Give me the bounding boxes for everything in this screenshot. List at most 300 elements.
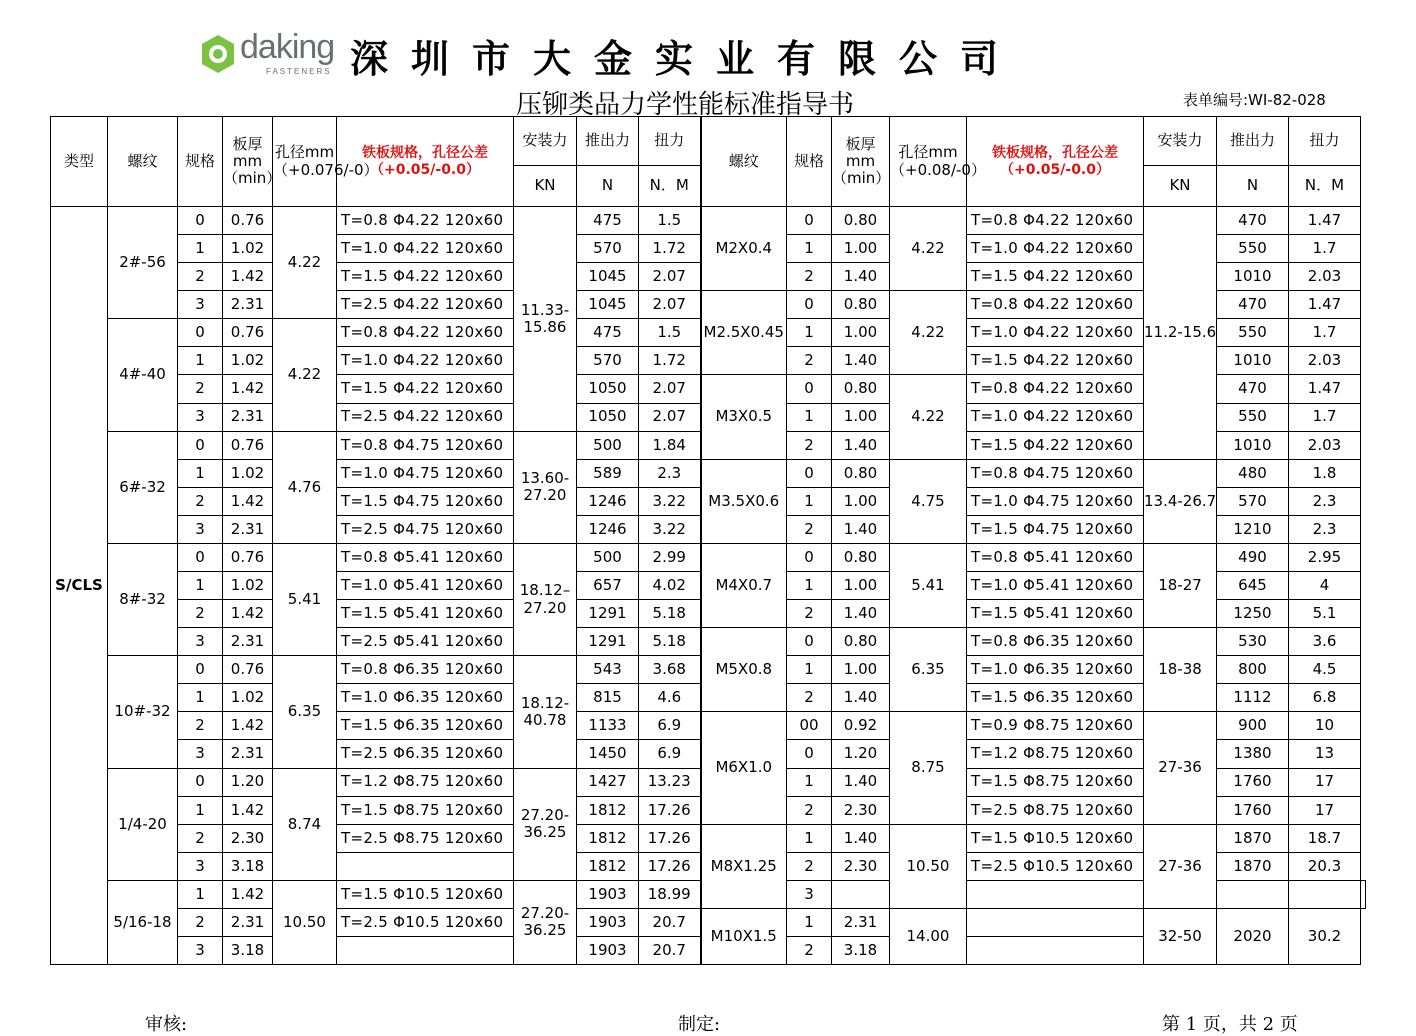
torque-cell-right: 6.8 xyxy=(1289,684,1361,712)
push-force-cell-right: 1870 xyxy=(1217,824,1289,852)
hole-cell-right: 10.50 xyxy=(890,824,967,908)
torque-cell: 4.02 xyxy=(639,572,701,600)
torque-cell: 3.68 xyxy=(639,656,701,684)
spec-cell-right: 1 xyxy=(787,908,832,936)
torque-cell-right: 1.7 xyxy=(1289,235,1361,263)
plate-cell-right: T=1.5 Φ4.22 120x60 xyxy=(967,431,1144,459)
thickness-cell: 1.02 xyxy=(223,235,273,263)
thickness-cell-right: 0.80 xyxy=(832,207,890,235)
col-header-plate: 铁板规格，孔径公差（+0.05/-0.0） xyxy=(337,117,514,207)
plate-cell-right: T=1.2 Φ8.75 120x60 xyxy=(967,740,1144,768)
plate-cell-right xyxy=(967,880,1144,908)
table-row xyxy=(51,207,1366,235)
push-force-cell: 1291 xyxy=(577,600,639,628)
install-force-cell: 13.60-27.20 xyxy=(514,431,577,543)
thickness-cell: 0.76 xyxy=(223,207,273,235)
torque-cell: 17.26 xyxy=(639,824,701,852)
torque-cell-right: 2.03 xyxy=(1289,347,1361,375)
spec-cell: 0 xyxy=(178,768,223,796)
push-force-cell: 1812 xyxy=(577,852,639,880)
push-force-cell-right: 550 xyxy=(1217,319,1289,347)
plate-cell-right: T=1.5 Φ4.75 120x60 xyxy=(967,515,1144,543)
thickness-cell-right: 1.00 xyxy=(832,403,890,431)
spec-cell: 3 xyxy=(178,852,223,880)
col-header-hole-right: 孔径mm（+0.08/-0） xyxy=(890,117,967,207)
push-force-cell: 570 xyxy=(577,347,639,375)
plate-cell: T=0.8 Φ5.41 120x60 xyxy=(337,543,514,571)
thickness-cell-right: 1.40 xyxy=(832,600,890,628)
thickness-cell-right: 2.30 xyxy=(832,852,890,880)
plate-cell: T=2.5 Φ8.75 120x60 xyxy=(337,824,514,852)
plate-cell: T=2.5 Φ5.41 120x60 xyxy=(337,628,514,656)
torque-cell: 2.07 xyxy=(639,403,701,431)
spec-cell-right: 0 xyxy=(787,207,832,235)
spec-cell: 2 xyxy=(178,600,223,628)
push-force-cell-right: 1010 xyxy=(1217,431,1289,459)
push-force-cell-right: 2020 xyxy=(1217,908,1289,964)
plate-cell: T=1.5 Φ10.5 120x60 xyxy=(337,880,514,908)
spec-cell: 2 xyxy=(178,712,223,740)
torque-cell: 1.72 xyxy=(639,347,701,375)
plate-cell: T=1.5 Φ4.22 120x60 xyxy=(337,263,514,291)
push-force-cell-right: 570 xyxy=(1217,487,1289,515)
plate-cell-right: T=0.8 Φ5.41 120x60 xyxy=(967,543,1144,571)
spec-cell-right: 1 xyxy=(787,572,832,600)
thickness-cell-right: 0.80 xyxy=(832,291,890,319)
thread-cell: 4#-40 xyxy=(108,319,178,431)
hole-cell: 10.50 xyxy=(273,880,337,964)
thickness-cell: 1.02 xyxy=(223,684,273,712)
plate-cell: T=0.8 Φ4.75 120x60 xyxy=(337,431,514,459)
plate-cell: T=1.5 Φ4.75 120x60 xyxy=(337,487,514,515)
torque-cell: 6.9 xyxy=(639,712,701,740)
torque-cell: 17.26 xyxy=(639,852,701,880)
spec-cell: 2 xyxy=(178,487,223,515)
thickness-cell-right: 1.40 xyxy=(832,515,890,543)
torque-cell: 20.7 xyxy=(639,937,701,965)
push-force-cell: 1246 xyxy=(577,515,639,543)
push-force-cell: 815 xyxy=(577,684,639,712)
torque-cell-right: 17 xyxy=(1289,768,1361,796)
plate-cell: T=0.8 Φ4.22 120x60 xyxy=(337,319,514,347)
thickness-cell-right: 1.40 xyxy=(832,347,890,375)
unit-n-right: N xyxy=(1217,166,1289,207)
thickness-cell: 2.31 xyxy=(223,740,273,768)
thickness-cell: 2.31 xyxy=(223,628,273,656)
plate-cell: T=2.5 Φ4.22 120x60 xyxy=(337,291,514,319)
thread-cell-right: M6X1.0 xyxy=(701,712,787,824)
spec-cell: 3 xyxy=(178,740,223,768)
thickness-cell-right: 1.00 xyxy=(832,319,890,347)
push-force-cell-right: 1760 xyxy=(1217,796,1289,824)
spec-cell: 2 xyxy=(178,908,223,936)
form-number: 表单编号:WI-82-028 xyxy=(1183,91,1326,109)
spec-cell-right: 1 xyxy=(787,768,832,796)
push-force-cell-right xyxy=(1289,880,1361,908)
thickness-cell: 1.42 xyxy=(223,600,273,628)
thickness-cell: 1.20 xyxy=(223,768,273,796)
push-force-cell: 543 xyxy=(577,656,639,684)
thickness-cell: 0.76 xyxy=(223,431,273,459)
push-force-cell-right: 800 xyxy=(1217,656,1289,684)
spec-cell: 1 xyxy=(178,235,223,263)
plate-cell: T=1.5 Φ6.35 120x60 xyxy=(337,712,514,740)
push-force-cell-right: 490 xyxy=(1217,543,1289,571)
spec-cell-right: 0 xyxy=(787,375,832,403)
plate-cell: T=1.0 Φ4.75 120x60 xyxy=(337,459,514,487)
torque-cell: 2.07 xyxy=(639,263,701,291)
push-force-cell-right: 1250 xyxy=(1217,600,1289,628)
thickness-cell-right: 1.40 xyxy=(832,768,890,796)
hole-cell: 6.35 xyxy=(273,656,337,768)
push-force-cell-right: 1210 xyxy=(1217,515,1289,543)
install-force-cell: 18.12–27.20 xyxy=(514,543,577,655)
torque-cell-right: 2.03 xyxy=(1289,263,1361,291)
hex-bolt-icon xyxy=(200,34,236,74)
push-force-cell-right: 1870 xyxy=(1217,852,1289,880)
thickness-cell: 2.31 xyxy=(223,291,273,319)
plate-cell-right: T=0.9 Φ8.75 120x60 xyxy=(967,712,1144,740)
spec-cell-right: 2 xyxy=(787,431,832,459)
unit-nm-right: N．M xyxy=(1289,166,1361,207)
plate-cell: T=1.2 Φ8.75 120x60 xyxy=(337,768,514,796)
plate-cell-right: T=0.8 Φ4.22 120x60 xyxy=(967,207,1144,235)
plate-cell: T=2.5 Φ10.5 120x60 xyxy=(337,908,514,936)
push-force-cell: 1903 xyxy=(577,880,639,908)
plate-cell-right: T=1.5 Φ5.41 120x60 xyxy=(967,600,1144,628)
plate-cell-right: T=1.0 Φ6.35 120x60 xyxy=(967,656,1144,684)
thickness-cell-right: 3.18 xyxy=(832,937,890,965)
thread-cell-right: M8X1.25 xyxy=(701,824,787,908)
torque-cell-right: 2.95 xyxy=(1289,543,1361,571)
spec-cell: 2 xyxy=(178,263,223,291)
torque-cell: 1.5 xyxy=(639,207,701,235)
push-force-cell: 1903 xyxy=(577,937,639,965)
plate-cell: T=2.5 Φ6.35 120x60 xyxy=(337,740,514,768)
install-force-cell: 18.12-40.78 xyxy=(514,656,577,768)
table-row xyxy=(51,712,1366,740)
push-force-cell: 1050 xyxy=(577,403,639,431)
install-force-cell-right: 27-36 xyxy=(1144,824,1217,908)
hole-cell-right: 5.41 xyxy=(890,543,967,627)
plate-cell-right: T=1.0 Φ4.22 120x60 xyxy=(967,235,1144,263)
spec-cell-right: 2 xyxy=(787,796,832,824)
torque-cell: 2.99 xyxy=(639,543,701,571)
thread-cell-right: M2.5X0.45 xyxy=(701,291,787,375)
plate-cell xyxy=(337,937,514,965)
hole-cell-right: 14.00 xyxy=(890,908,967,964)
spec-cell-right: 0 xyxy=(787,543,832,571)
push-force-cell: 475 xyxy=(577,207,639,235)
torque-cell: 17.26 xyxy=(639,796,701,824)
daking-logo xyxy=(200,28,335,82)
push-force-cell-right: 645 xyxy=(1217,572,1289,600)
push-force-cell: 1903 xyxy=(577,908,639,936)
hole-cell: 5.41 xyxy=(273,543,337,655)
spec-cell-right: 1 xyxy=(787,656,832,684)
spec-cell: 3 xyxy=(178,628,223,656)
thickness-cell-right: 2.30 xyxy=(832,796,890,824)
torque-cell-right: 18.7 xyxy=(1289,824,1361,852)
review-label: 审核: xyxy=(145,1014,188,1035)
plate-cell: T=1.0 Φ5.41 120x60 xyxy=(337,572,514,600)
install-force-cell-right-empty xyxy=(1217,880,1289,908)
push-force-cell: 1045 xyxy=(577,263,639,291)
plate-cell-right: T=1.5 Φ8.75 120x60 xyxy=(967,768,1144,796)
torque-cell-right: 2.3 xyxy=(1289,515,1361,543)
thread-cell-right: M3X0.5 xyxy=(701,375,787,459)
push-force-cell-right: 480 xyxy=(1217,459,1289,487)
spec-cell: 1 xyxy=(178,796,223,824)
plate-cell: T=1.0 Φ6.35 120x60 xyxy=(337,684,514,712)
install-force-cell-right: 32-50 xyxy=(1144,908,1217,964)
plate-cell-right: T=0.8 Φ4.22 120x60 xyxy=(967,291,1144,319)
push-force-cell-right: 470 xyxy=(1217,375,1289,403)
plate-cell-right: T=1.5 Φ6.35 120x60 xyxy=(967,684,1144,712)
spec-cell-right: 2 xyxy=(787,347,832,375)
push-force-cell: 1246 xyxy=(577,487,639,515)
page-indicator: 第 1 页，共 2 页 xyxy=(1162,1014,1298,1035)
hole-cell-right: 6.35 xyxy=(890,628,967,712)
thickness-cell: 3.18 xyxy=(223,852,273,880)
unit-kn-right: KN xyxy=(1144,166,1217,207)
torque-cell: 18.99 xyxy=(639,880,701,908)
install-force-cell-right: 18-27 xyxy=(1144,543,1217,627)
thread-cell: 10#-32 xyxy=(108,656,178,768)
thickness-cell: 1.42 xyxy=(223,796,273,824)
spec-cell: 1 xyxy=(178,347,223,375)
torque-cell-right: 1.47 xyxy=(1289,375,1361,403)
plate-cell-right: T=1.5 Φ4.22 120x60 xyxy=(967,347,1144,375)
thickness-cell: 0.76 xyxy=(223,656,273,684)
install-force-cell-right: 18-38 xyxy=(1144,628,1217,712)
table-body xyxy=(51,117,1366,965)
plate-cell-right: T=0.8 Φ4.75 120x60 xyxy=(967,459,1144,487)
table-row xyxy=(51,543,1366,571)
push-force-cell: 1812 xyxy=(577,796,639,824)
torque-cell-right: 20.3 xyxy=(1289,852,1361,880)
col-header-thread-right: 螺纹 xyxy=(701,117,787,207)
unit-kn: KN xyxy=(514,166,577,207)
push-force-cell: 500 xyxy=(577,543,639,571)
torque-cell-right xyxy=(1361,880,1366,908)
push-force-cell: 1450 xyxy=(577,740,639,768)
push-force-cell: 1291 xyxy=(577,628,639,656)
torque-cell-right: 10 xyxy=(1289,712,1361,740)
thickness-cell-right xyxy=(832,880,890,908)
torque-cell: 5.18 xyxy=(639,600,701,628)
push-force-cell-right: 1380 xyxy=(1217,740,1289,768)
torque-cell-right: 1.47 xyxy=(1289,207,1361,235)
plate-cell-right: T=1.0 Φ4.75 120x60 xyxy=(967,487,1144,515)
torque-cell: 1.84 xyxy=(639,431,701,459)
plate-cell-right: T=1.0 Φ4.22 120x60 xyxy=(967,319,1144,347)
spec-cell: 3 xyxy=(178,403,223,431)
hole-cell: 4.22 xyxy=(273,207,337,319)
torque-cell-right: 1.47 xyxy=(1289,291,1361,319)
plate-cell-right xyxy=(967,908,1144,936)
plate-cell-right: T=2.5 Φ8.75 120x60 xyxy=(967,796,1144,824)
plate-cell xyxy=(337,852,514,880)
hole-cell: 4.22 xyxy=(273,319,337,431)
torque-cell-right: 30.2 xyxy=(1289,908,1361,964)
col-header-plate-right: 铁板规格，孔径公差（+0.05/-0.0） xyxy=(967,117,1144,207)
push-force-cell: 475 xyxy=(577,319,639,347)
thread-cell-right: M4X0.7 xyxy=(701,543,787,627)
torque-cell: 4.6 xyxy=(639,684,701,712)
torque-cell: 13.23 xyxy=(639,768,701,796)
hole-cell: 8.74 xyxy=(273,768,337,880)
spec-cell-right: 00 xyxy=(787,712,832,740)
thickness-cell: 1.42 xyxy=(223,880,273,908)
thickness-cell-right: 1.00 xyxy=(832,235,890,263)
spec-cell: 0 xyxy=(178,431,223,459)
thickness-cell: 2.31 xyxy=(223,908,273,936)
plate-cell-right: T=0.8 Φ6.35 120x60 xyxy=(967,628,1144,656)
plate-cell-right: T=2.5 Φ10.5 120x60 xyxy=(967,852,1144,880)
type-cell: S/CLS xyxy=(51,207,108,965)
plate-cell-right: T=1.0 Φ5.41 120x60 xyxy=(967,572,1144,600)
torque-cell-right: 4 xyxy=(1289,572,1361,600)
col-header-install-right: 安装力 xyxy=(1144,117,1217,166)
install-force-cell: 27.20-36.25 xyxy=(514,768,577,880)
thickness-cell: 1.02 xyxy=(223,459,273,487)
spec-cell-right: 2 xyxy=(787,263,832,291)
plate-cell-right: T=1.5 Φ4.22 120x60 xyxy=(967,263,1144,291)
unit-nm: N．M xyxy=(639,166,701,207)
spec-cell-right: 1 xyxy=(787,235,832,263)
thread-cell: 2#-56 xyxy=(108,207,178,319)
install-force-cell-right: 27-36 xyxy=(1144,712,1217,824)
spec-cell: 0 xyxy=(178,543,223,571)
torque-cell-right: 3.6 xyxy=(1289,628,1361,656)
thread-cell: 1/4-20 xyxy=(108,768,178,880)
col-header-torque-right: 扭力 xyxy=(1289,117,1361,166)
plate-cell-right: T=0.8 Φ4.22 120x60 xyxy=(967,375,1144,403)
thickness-cell: 3.18 xyxy=(223,937,273,965)
install-force-cell: 11.33-15.86 xyxy=(514,207,577,432)
spec-cell: 3 xyxy=(178,291,223,319)
spec-cell-right: 2 xyxy=(787,852,832,880)
push-force-cell-right: 470 xyxy=(1217,291,1289,319)
spec-cell-right: 0 xyxy=(787,740,832,768)
col-header-thread: 螺纹 xyxy=(108,117,178,207)
hole-cell-right: 8.75 xyxy=(890,712,967,824)
thickness-cell: 2.30 xyxy=(223,824,273,852)
thickness-cell: 1.42 xyxy=(223,263,273,291)
thickness-cell: 1.02 xyxy=(223,572,273,600)
torque-cell: 2.07 xyxy=(639,375,701,403)
company-name: 深圳市大金实业有限公司 xyxy=(350,36,1022,81)
torque-cell: 6.9 xyxy=(639,740,701,768)
spec-cell-right: 0 xyxy=(787,628,832,656)
thickness-cell: 2.31 xyxy=(223,403,273,431)
thickness-cell-right: 1.00 xyxy=(832,656,890,684)
thickness-cell-right: 1.20 xyxy=(832,740,890,768)
thread-cell: 8#-32 xyxy=(108,543,178,655)
table-row xyxy=(51,459,1366,487)
push-force-cell-right: 1760 xyxy=(1217,768,1289,796)
torque-cell: 5.18 xyxy=(639,628,701,656)
spec-cell-right: 0 xyxy=(787,459,832,487)
push-force-cell: 1050 xyxy=(577,375,639,403)
push-force-cell-right: 550 xyxy=(1217,403,1289,431)
spec-cell: 1 xyxy=(178,684,223,712)
push-force-cell-right: 550 xyxy=(1217,235,1289,263)
spec-cell-right: 2 xyxy=(787,937,832,965)
spec-cell: 0 xyxy=(178,319,223,347)
spec-cell-right: 2 xyxy=(787,684,832,712)
plate-cell: T=1.5 Φ4.22 120x60 xyxy=(337,375,514,403)
thickness-cell-right: 0.80 xyxy=(832,459,890,487)
spec-cell-right: 2 xyxy=(787,515,832,543)
thickness-cell: 1.42 xyxy=(223,375,273,403)
spec-cell: 2 xyxy=(178,824,223,852)
spec-cell: 3 xyxy=(178,937,223,965)
spec-cell: 1 xyxy=(178,572,223,600)
install-force-cell-right: 13.4-26.7 xyxy=(1144,459,1217,543)
hole-cell-right: 4.75 xyxy=(890,459,967,543)
thickness-cell-right: 2.31 xyxy=(832,908,890,936)
thickness-cell: 0.76 xyxy=(223,319,273,347)
table-row xyxy=(51,824,1366,852)
thread-cell-right: M3.5X0.6 xyxy=(701,459,787,543)
thickness-cell: 1.42 xyxy=(223,712,273,740)
push-force-cell-right: 1010 xyxy=(1217,263,1289,291)
thickness-cell: 0.76 xyxy=(223,543,273,571)
col-header-push: 推出力 xyxy=(577,117,639,166)
torque-cell: 2.3 xyxy=(639,459,701,487)
spec-cell-right: 1 xyxy=(787,403,832,431)
plate-cell: T=1.5 Φ8.75 120x60 xyxy=(337,796,514,824)
push-force-cell: 1427 xyxy=(577,768,639,796)
thickness-cell: 1.42 xyxy=(223,487,273,515)
push-force-cell-right: 900 xyxy=(1217,712,1289,740)
torque-cell-right: 2.03 xyxy=(1289,431,1361,459)
push-force-cell-right: 1010 xyxy=(1217,347,1289,375)
torque-cell-right: 1.7 xyxy=(1289,403,1361,431)
made-by-label: 制定: xyxy=(678,1014,721,1035)
push-force-cell: 1812 xyxy=(577,824,639,852)
spec-cell: 0 xyxy=(178,207,223,235)
thread-cell-right: M10X1.5 xyxy=(701,908,787,964)
torque-cell: 3.22 xyxy=(639,515,701,543)
header-row-1 xyxy=(51,117,1366,166)
thickness-cell-right: 0.80 xyxy=(832,628,890,656)
col-header-thickness: 板厚mm（min） xyxy=(223,117,273,207)
spec-cell-right: 1 xyxy=(787,824,832,852)
torque-cell-right: 1.8 xyxy=(1289,459,1361,487)
col-header-type: 类型 xyxy=(51,117,108,207)
thread-cell-right: M5X0.8 xyxy=(701,628,787,712)
thickness-cell-right: 1.40 xyxy=(832,263,890,291)
thickness-cell-right: 0.80 xyxy=(832,375,890,403)
spec-cell: 0 xyxy=(178,656,223,684)
thread-cell: 5/16-18 xyxy=(108,880,178,964)
thickness-cell-right: 1.40 xyxy=(832,431,890,459)
torque-cell: 1.5 xyxy=(639,319,701,347)
torque-cell-right: 1.7 xyxy=(1289,319,1361,347)
col-header-push-right: 推出力 xyxy=(1217,117,1289,166)
torque-cell: 2.07 xyxy=(639,291,701,319)
spec-cell: 1 xyxy=(178,880,223,908)
spec-cell-right: 3 xyxy=(787,880,832,908)
torque-cell: 3.22 xyxy=(639,487,701,515)
plate-cell-right: T=1.5 Φ10.5 120x60 xyxy=(967,824,1144,852)
hole-cell: 4.76 xyxy=(273,431,337,543)
hole-cell-right: 4.22 xyxy=(890,291,967,375)
torque-cell-right: 4.5 xyxy=(1289,656,1361,684)
